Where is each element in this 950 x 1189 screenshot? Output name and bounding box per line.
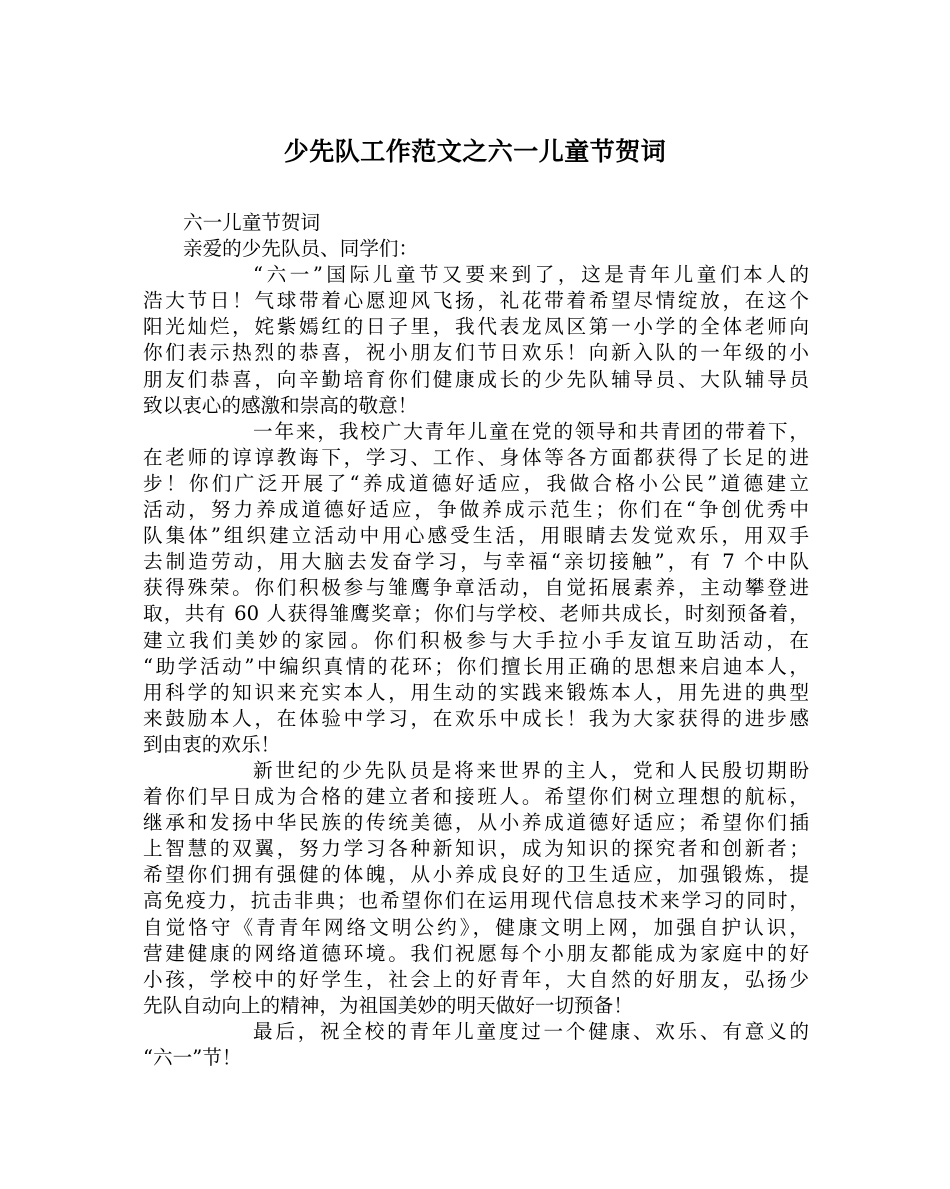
- paragraph-2-line: 到由衷的欢乐！: [143, 732, 281, 756]
- greeting-heading: 六一儿童节贺词: [183, 211, 321, 234]
- paragraph-1-line: “六一”国际儿童节又要来到了，这是青年儿童们本人的: [253, 263, 809, 287]
- paragraph-2-line: “助学活动”中编织真情的花环；你们擅长用正确的思想来启迪本人，: [143, 654, 809, 678]
- paragraph-2-line: 来鼓励本人，在体验中学习，在欢乐中成长！我为大家获得的进步感: [143, 706, 809, 730]
- closing-line: “六一”节！: [143, 1046, 242, 1069]
- paragraph-3-line: 自觉恪守《青青年网络文明公约》，健康文明上网，加强自护认识，: [143, 915, 809, 939]
- paragraph-3-line: 上智慧的双翼，努力学习各种新知识，成为知识的探究者和创新者；: [143, 837, 809, 861]
- paragraph-1-line: 你们表示热烈的恭喜，祝小朋友们节日欢乐！向新入队的一年级的小: [143, 341, 809, 365]
- paragraph-2-line: 取，共有 60 人获得雏鹰奖章；你们与学校、老师共成长，时刻预备着，: [143, 602, 809, 626]
- paragraph-3-line: 希望你们拥有强健的体魄，从小养成良好的卫生适应，加强锻炼，提: [143, 863, 809, 887]
- paragraph-3-line: 高免疫力，抗击非典；也希望你们在运用现代信息技术来学习的同时，: [143, 889, 809, 913]
- paragraph-2-line: 步！你们广泛开展了“养成道德好适应，我做合格小公民”道德建立: [143, 471, 809, 495]
- paragraph-2-line: 用科学的知识来充实本人，用生动的实践来锻炼本人，用先进的典型: [143, 680, 809, 704]
- paragraph-3-line: 先队自动向上的精神，为祖国美妙的明天做好一切预备！: [143, 993, 633, 1017]
- paragraph-2-line: 获得殊荣。你们积极参与雏鹰争章活动，自觉拓展素养，主动攀登进: [143, 576, 809, 600]
- closing-line: 最后，祝全校的青年儿童度过一个健康、欢乐、有意义的: [253, 1019, 809, 1043]
- document-title: 少先队工作范文之六一儿童节贺词: [283, 137, 667, 166]
- paragraph-1-line: 阳光灿烂，姹紫嫣红的日子里，我代表龙凤区第一小学的全体老师向: [143, 315, 809, 339]
- paragraph-1-line: 浩大节日！气球带着心愿迎风飞扬，礼花带着希望尽情绽放，在这个: [143, 289, 809, 313]
- paragraph-3-line: 新世纪的少先队员是将来世界的主人，党和人民殷切期盼: [253, 758, 809, 782]
- paragraph-2-line: 活动，努力养成道德好适应，争做养成示范生；你们在“争创优秀中: [143, 498, 809, 522]
- paragraph-2-line: 队集体”组织建立活动中用心感受生活，用眼睛去发觉欢乐，用双手: [143, 524, 809, 548]
- paragraph-3-line: 小孩，学校中的好学生，社会上的好青年，大自然的好朋友，弘扬少: [143, 967, 809, 991]
- salutation: 亲爱的少先队员、同学们：: [183, 237, 419, 261]
- paragraph-3-line: 营建健康的网络道德环境。我们祝愿每个小朋友都能成为家庭中的好: [143, 941, 809, 965]
- paragraph-3-line: 继承和发扬中华民族的传统美德，从小养成道德好适应；希望你们插: [143, 811, 809, 835]
- paragraph-1-line: 致以衷心的感激和崇高的敬意！: [143, 393, 418, 417]
- paragraph-2-line: 去制造劳动，用大脑去发奋学习，与幸福“亲切接触”，有 7 个中队: [143, 550, 809, 574]
- paragraph-2-line: 在老师的谆谆教诲下，学习、工作、身体等各方面都获得了长足的进: [143, 445, 809, 469]
- paragraph-1-line: 朋友们恭喜，向辛勤培育你们健康成长的少先队辅导员、大队辅导员: [143, 367, 809, 391]
- paragraph-3-line: 着你们早日成为合格的建立者和接班人。希望你们树立理想的航标，: [143, 785, 809, 809]
- paragraph-2-line: 建立我们美妙的家园。你们积极参与大手拉小手友谊互助活动，在: [143, 628, 809, 652]
- paragraph-2-line: 一年来，我校广大青年儿童在党的领导和共青团的带着下，: [253, 419, 809, 443]
- document-body: [143, 210, 809, 1071]
